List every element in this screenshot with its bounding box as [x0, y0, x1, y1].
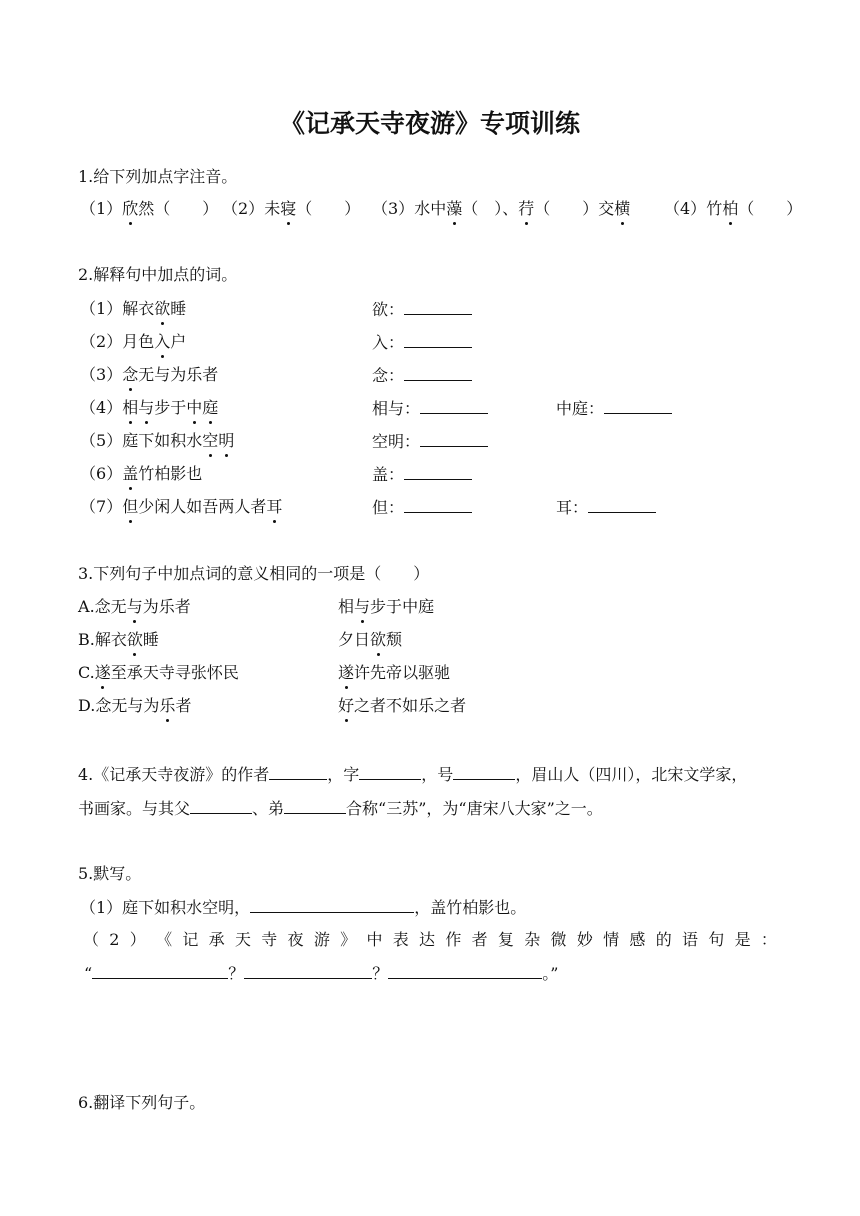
q5-line-2-char: 是 — [734, 930, 751, 949]
q5-line-2-char: 杂 — [524, 930, 541, 949]
q5-line-2-char: 达 — [419, 930, 436, 949]
q6-heading: 6.翻译下列句子。 — [78, 1093, 206, 1112]
q3-option-a-right: 相与步于中庭 — [338, 597, 435, 616]
courtesy-name-blank[interactable] — [359, 763, 421, 780]
blank-line[interactable] — [404, 331, 472, 348]
q5-line-2-char: 》 — [340, 930, 357, 949]
q5-line-2-char: 《 — [156, 930, 173, 949]
q5-line-2-char: 语 — [682, 930, 699, 949]
q3-option-c-right: 遂许先帝以驱驰 — [338, 663, 451, 682]
dictation-blank-3[interactable] — [244, 962, 372, 979]
q1-item-1: （1）欣然（ ） — [80, 199, 219, 218]
q2-answer-7: 但： — [372, 496, 472, 519]
q5-line-2-char: 表 — [392, 930, 409, 949]
blank-line[interactable] — [604, 397, 672, 414]
q2-answer-5: 空明： — [372, 430, 488, 453]
dictation-blank-2[interactable] — [92, 962, 228, 979]
blank-line[interactable] — [404, 298, 472, 315]
q3-option-b-left[interactable]: B.解衣欲睡 — [78, 630, 159, 649]
blank-line[interactable] — [404, 496, 472, 513]
q5-line-2-char: ： — [760, 930, 777, 949]
q2-heading: 2.解释句中加点的词。 — [78, 265, 238, 284]
q2-answer-3: 念： — [372, 364, 472, 387]
q5-line-1: （1）庭下如积水空明， ，盖竹柏影也。 — [80, 898, 527, 917]
q5-line-2-char: 句 — [708, 930, 725, 949]
q3-option-d-left[interactable]: D.念无与为乐者 — [78, 696, 192, 715]
q5-line-2-char: ） — [129, 930, 146, 949]
page-title: 《记承天寺夜游》专项训练 — [279, 109, 580, 138]
q1-item-2: （2）未寝（ ） — [222, 199, 361, 218]
blank-line[interactable] — [420, 397, 488, 414]
author-blank[interactable] — [269, 763, 327, 780]
father-blank[interactable] — [190, 797, 252, 814]
q5-line-2-char: 承 — [208, 930, 225, 949]
q5-line-2-char: （ — [83, 930, 100, 949]
q5-line-2-char: 微 — [550, 930, 567, 949]
q5-line-2 — [83, 929, 777, 951]
q2-answer-7b: 耳： — [556, 496, 656, 519]
q2-sentence-3: （3）念无与为乐者 — [80, 365, 219, 384]
q5-line-2-char: 记 — [182, 930, 199, 949]
pen-name-blank[interactable] — [453, 763, 515, 780]
q2-sentence-4: （4）相与步于中庭 — [80, 398, 219, 417]
q5-line-2-char: 中 — [366, 930, 383, 949]
q5-line-2-char: 的 — [655, 930, 672, 949]
dictation-blank-4[interactable] — [388, 962, 542, 979]
q3-option-d-right: 好之者不如乐之者 — [338, 696, 467, 715]
q2-sentence-7: （7）但少闲人如吾两人者耳 — [80, 497, 283, 516]
q2-sentence-2: （2）月色入户 — [80, 332, 187, 351]
q2-sentence-1: （1）解衣欲睡 — [80, 299, 187, 318]
q3-option-a-left[interactable]: A.念无与为乐者 — [78, 597, 191, 616]
q3-option-c-left[interactable]: C.遂至承天寺寻张怀民 — [78, 663, 239, 682]
q1-heading: 1.给下列加点字注音。 — [78, 167, 238, 186]
dictation-blank-1[interactable] — [250, 896, 414, 913]
blank-line[interactable] — [588, 496, 656, 513]
q5-line-2-char: 者 — [471, 930, 488, 949]
q5-line-2-char: 寺 — [261, 930, 278, 949]
q1-item-3: （3）水中藻（ ）、荇（ ）交横 — [372, 199, 631, 218]
q5-line-2-char: 天 — [234, 930, 251, 949]
q5-line-2-char: 作 — [445, 930, 462, 949]
q5-heading: 5.默写。 — [78, 864, 142, 883]
q5-line-2-char: 2 — [109, 930, 120, 949]
q4-line-2: 书画家。与其父 、弟 合称“三苏”，为“唐宋八大家”之一。 — [78, 799, 603, 818]
q5-line-2-char: 游 — [313, 930, 330, 949]
q5-line-2-char: 感 — [629, 930, 646, 949]
q2-answer-2: 入： — [372, 331, 472, 354]
blank-line[interactable] — [404, 364, 472, 381]
q2-answer-4: 相与： — [372, 397, 488, 420]
q1-item-4: （4）竹柏（ ） — [664, 199, 803, 218]
q2-answer-1: 欲： — [372, 298, 472, 321]
q4-line-1: 4.《记承天寺夜游》的作者 ，字 ，号 ，眉山人（四川），北宋文学家， — [78, 765, 748, 784]
q5-line-2-char: 妙 — [576, 930, 593, 949]
blank-line[interactable] — [420, 430, 488, 447]
blank-line[interactable] — [404, 463, 472, 480]
q2-answer-4b: 中庭： — [556, 397, 672, 420]
q5-line-3: “ ？ ？ 。” — [84, 964, 559, 983]
q5-line-2-char: 夜 — [287, 930, 304, 949]
q2-answer-6: 盖： — [372, 463, 472, 486]
q3-option-b-right: 夕日欲颓 — [338, 630, 403, 649]
q2-sentence-5: （5）庭下如积水空明 — [80, 431, 235, 450]
brother-blank[interactable] — [284, 797, 346, 814]
q2-sentence-6: （6）盖竹柏影也 — [80, 464, 203, 483]
q3-heading: 3.下列句子中加点词的意义相同的一项是（ ） — [78, 564, 430, 583]
q5-line-2-char: 复 — [497, 930, 514, 949]
q5-line-2-char: 情 — [603, 930, 620, 949]
